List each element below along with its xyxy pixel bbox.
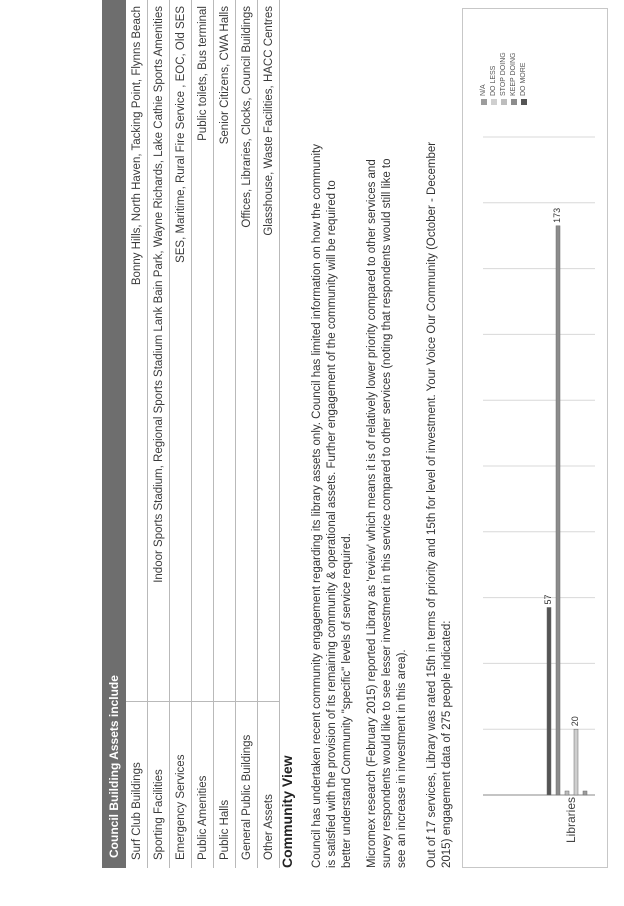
legend-swatch xyxy=(481,99,487,105)
table-header: Council Building Assets include xyxy=(102,0,126,868)
data-label: 57 xyxy=(543,594,553,605)
table-row xyxy=(170,0,192,868)
asset-type-cell: Sporting Facilities xyxy=(148,702,170,869)
table-row xyxy=(192,0,214,868)
data-label: 173 xyxy=(552,207,562,223)
paragraph-line: is satisfied with the provision of its remaining community & operational assets. Further engagement of the community will be required to xyxy=(326,180,338,868)
asset-examples-cell: Bonny Hills, North Haven, Tacking Point, Flynns Beach xyxy=(126,0,148,702)
legend-item xyxy=(479,52,489,105)
asset-type-cell: General Public Buildings xyxy=(236,702,258,869)
legend-swatch xyxy=(511,99,517,105)
table-row xyxy=(214,0,236,868)
bar-stop-doing xyxy=(565,791,569,795)
legend-item xyxy=(509,52,519,105)
bar-keep-doing xyxy=(556,226,560,795)
legend-item xyxy=(519,52,529,105)
asset-examples-cell: Indoor Sports Stadium, Regional Sports Stadium Lank Bain Park, Wayne Richards, Lake Cathie Sports Amenities xyxy=(148,0,170,702)
building-assets-table xyxy=(102,0,280,868)
table-row xyxy=(258,0,280,868)
paragraph-line: Out of 17 services, Library was rated 15th in terms of priority and 15th for level of investment. Your Voice Our Community (October - December xyxy=(426,141,438,868)
category-label: Libraries xyxy=(564,796,578,843)
paragraph-line: 2015) engagement data of 275 people indicated: xyxy=(441,620,453,868)
legend-label: KEEP DOING xyxy=(510,52,517,96)
asset-type-cell: Surf Club Buildings xyxy=(126,702,148,869)
engagement-chart xyxy=(462,8,608,868)
legend-item xyxy=(499,52,509,105)
chart-svg xyxy=(463,9,607,867)
asset-examples-cell: Senior Citizens, CWA Halls xyxy=(214,0,236,702)
asset-examples-cell: Offices, Libraries, Clocks, Council Buildings xyxy=(236,0,258,702)
paragraph-line: see an increase in investment in this area). xyxy=(396,649,408,868)
legend-swatch xyxy=(501,99,507,105)
legend-swatch xyxy=(491,99,497,105)
bar-do-less xyxy=(574,729,578,795)
table-row xyxy=(148,0,170,868)
asset-examples-cell: Glasshouse, Waste Facilities, HACC Centres xyxy=(258,0,280,702)
legend-swatch xyxy=(521,99,527,105)
legend-label: STOP DOING xyxy=(500,52,507,96)
data-label: 20 xyxy=(570,716,580,727)
bar-do-more xyxy=(547,607,551,795)
table-row xyxy=(126,0,148,868)
asset-examples-cell: Public toilets, Bus terminal xyxy=(192,0,214,702)
legend-label: N/A xyxy=(480,84,487,96)
legend-label: DO MORE xyxy=(520,62,527,96)
asset-type-cell: Public Halls xyxy=(214,702,236,869)
section-title: Community View xyxy=(279,755,295,868)
paragraph-line: survey respondents would like to see lesser investment in this service compared to other services (noting that respondents would still like to xyxy=(381,158,393,868)
asset-examples-cell: SES, Maritime, Rural Fire Service , EOC, Old SES xyxy=(170,0,192,702)
legend-label: DO LESS xyxy=(490,65,497,96)
paragraph-line: better understand Community "specific" levels of service required. xyxy=(341,533,353,868)
asset-type-cell: Emergency Services xyxy=(170,702,192,869)
asset-type-cell: Public Amenities xyxy=(192,702,214,869)
table-row xyxy=(236,0,258,868)
chart-legend xyxy=(479,52,529,105)
asset-type-cell: Other Assets xyxy=(258,702,280,869)
paragraph-line: Council has undertaken recent community engagement regarding its library assets only. Council has limited information on how the community xyxy=(311,143,323,868)
legend-item xyxy=(489,52,499,105)
paragraph-line: Micromex research (February 2015) reported Library as 'review' which means it is of relatively lower priority compared to other services and xyxy=(366,159,378,868)
bar-n-a xyxy=(583,791,587,795)
